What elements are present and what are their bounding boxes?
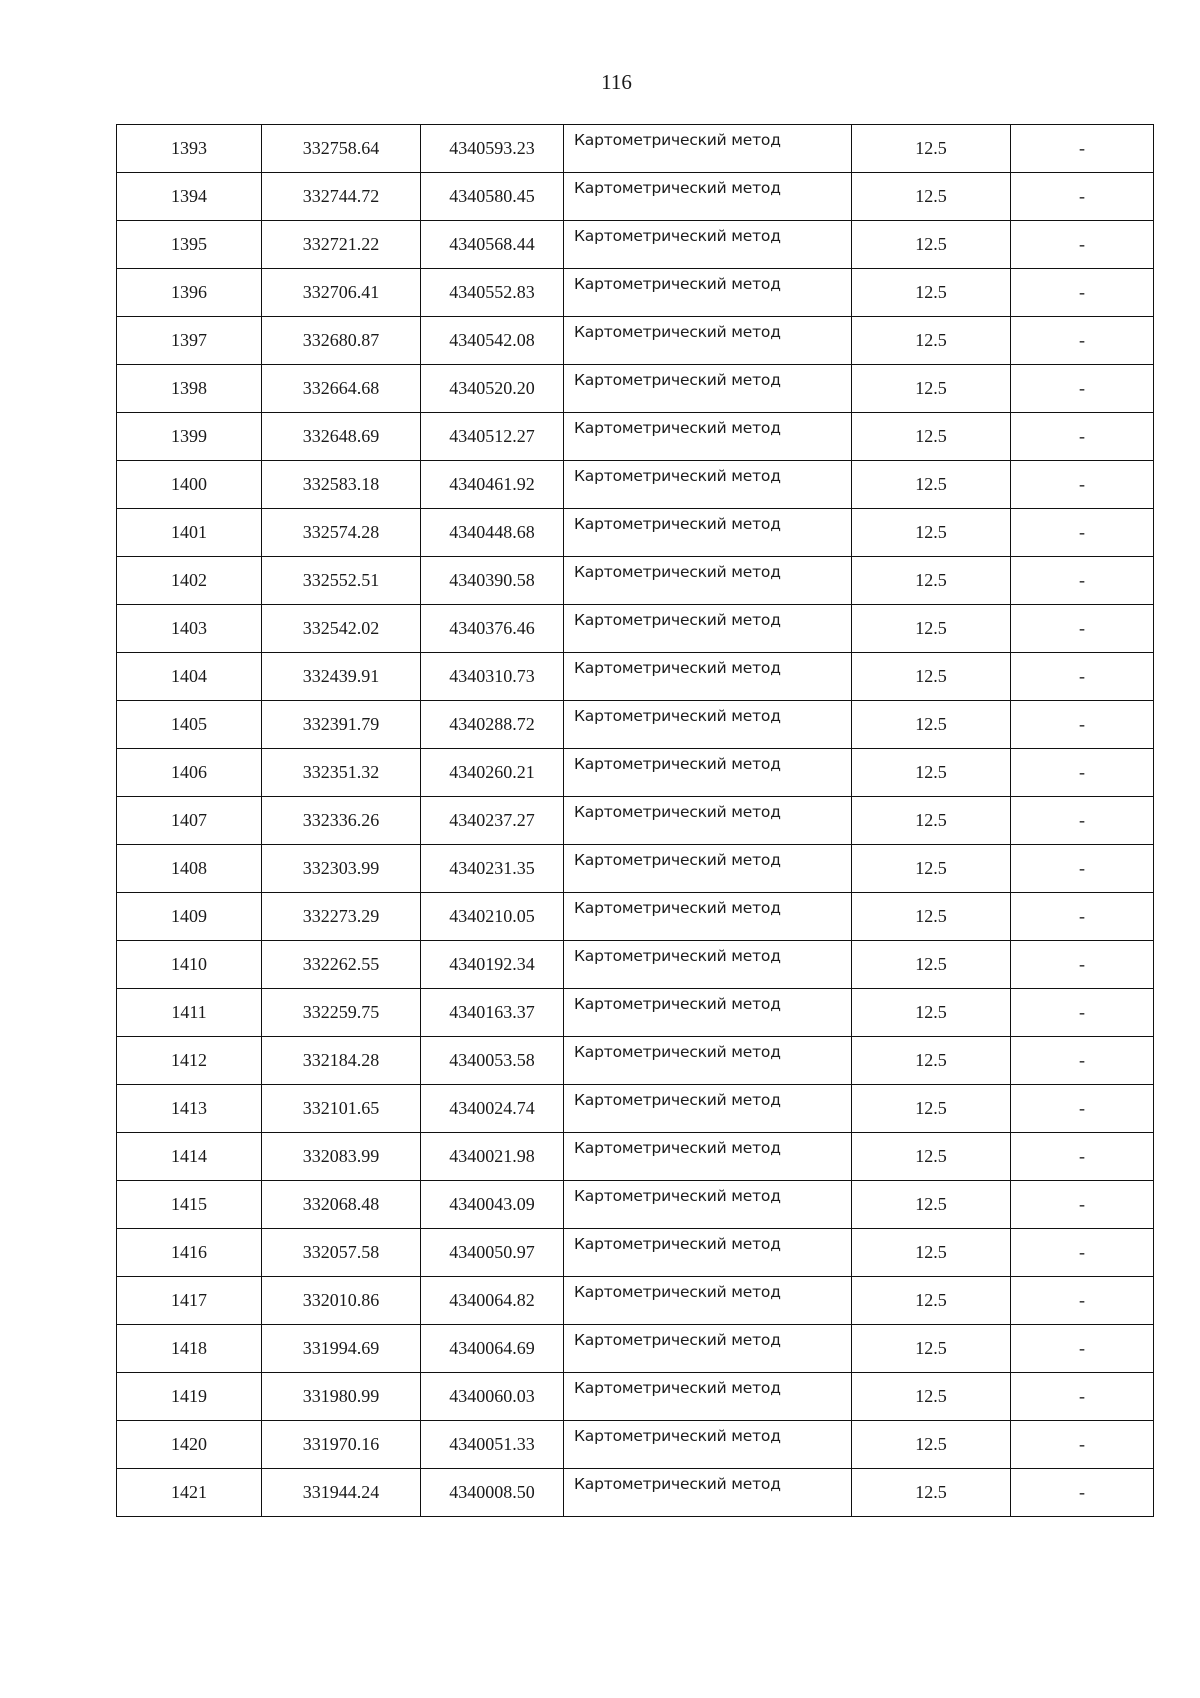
method-cell: Картометрический метод xyxy=(564,941,852,989)
accuracy-cell: 12.5 xyxy=(852,269,1011,317)
x-coordinate-cell: 332706.41 xyxy=(262,269,421,317)
accuracy-cell: 12.5 xyxy=(852,1037,1011,1085)
accuracy-cell: 12.5 xyxy=(852,509,1011,557)
accuracy-cell: 12.5 xyxy=(852,413,1011,461)
point-number-cell: 1401 xyxy=(117,509,262,557)
y-coordinate-cell: 4340542.08 xyxy=(421,317,564,365)
coordinates-table xyxy=(116,124,1154,1517)
x-coordinate-cell: 332721.22 xyxy=(262,221,421,269)
point-number-cell: 1416 xyxy=(117,1229,262,1277)
y-coordinate-cell: 4340568.44 xyxy=(421,221,564,269)
x-coordinate-cell: 332057.58 xyxy=(262,1229,421,1277)
x-coordinate-cell: 332391.79 xyxy=(262,701,421,749)
table-row xyxy=(117,1325,1154,1373)
point-number-cell: 1421 xyxy=(117,1469,262,1517)
y-coordinate-cell: 4340520.20 xyxy=(421,365,564,413)
note-cell: - xyxy=(1011,1277,1154,1325)
method-cell: Картометрический метод xyxy=(564,893,852,941)
note-cell: - xyxy=(1011,557,1154,605)
y-coordinate-cell: 4340260.21 xyxy=(421,749,564,797)
x-coordinate-cell: 331994.69 xyxy=(262,1325,421,1373)
table-row xyxy=(117,413,1154,461)
note-cell: - xyxy=(1011,749,1154,797)
y-coordinate-cell: 4340051.33 xyxy=(421,1421,564,1469)
x-coordinate-cell: 332273.29 xyxy=(262,893,421,941)
y-coordinate-cell: 4340448.68 xyxy=(421,509,564,557)
method-cell: Картометрический метод xyxy=(564,989,852,1037)
table-row xyxy=(117,653,1154,701)
table-row xyxy=(117,1181,1154,1229)
table-row xyxy=(117,1229,1154,1277)
x-coordinate-cell: 332758.64 xyxy=(262,125,421,173)
accuracy-cell: 12.5 xyxy=(852,1133,1011,1181)
accuracy-cell: 12.5 xyxy=(852,749,1011,797)
accuracy-cell: 12.5 xyxy=(852,1325,1011,1373)
x-coordinate-cell: 331944.24 xyxy=(262,1469,421,1517)
x-coordinate-cell: 332101.65 xyxy=(262,1085,421,1133)
point-number-cell: 1415 xyxy=(117,1181,262,1229)
accuracy-cell: 12.5 xyxy=(852,317,1011,365)
x-coordinate-cell: 332744.72 xyxy=(262,173,421,221)
note-cell: - xyxy=(1011,317,1154,365)
note-cell: - xyxy=(1011,845,1154,893)
table-row xyxy=(117,269,1154,317)
accuracy-cell: 12.5 xyxy=(852,653,1011,701)
table-row xyxy=(117,797,1154,845)
note-cell: - xyxy=(1011,701,1154,749)
method-cell: Картометрический метод xyxy=(564,413,852,461)
accuracy-cell: 12.5 xyxy=(852,125,1011,173)
x-coordinate-cell: 332552.51 xyxy=(262,557,421,605)
method-cell: Картометрический метод xyxy=(564,653,852,701)
x-coordinate-cell: 332184.28 xyxy=(262,1037,421,1085)
accuracy-cell: 12.5 xyxy=(852,557,1011,605)
table-row xyxy=(117,845,1154,893)
note-cell: - xyxy=(1011,365,1154,413)
method-cell: Картометрический метод xyxy=(564,845,852,893)
x-coordinate-cell: 332574.28 xyxy=(262,509,421,557)
point-number-cell: 1400 xyxy=(117,461,262,509)
note-cell: - xyxy=(1011,125,1154,173)
y-coordinate-cell: 4340192.34 xyxy=(421,941,564,989)
point-number-cell: 1418 xyxy=(117,1325,262,1373)
table-row xyxy=(117,1085,1154,1133)
table-row xyxy=(117,989,1154,1037)
accuracy-cell: 12.5 xyxy=(852,893,1011,941)
note-cell: - xyxy=(1011,1037,1154,1085)
accuracy-cell: 12.5 xyxy=(852,461,1011,509)
method-cell: Картометрический метод xyxy=(564,365,852,413)
note-cell: - xyxy=(1011,1229,1154,1277)
method-cell: Картометрический метод xyxy=(564,1085,852,1133)
x-coordinate-cell: 332680.87 xyxy=(262,317,421,365)
table-row xyxy=(117,317,1154,365)
y-coordinate-cell: 4340580.45 xyxy=(421,173,564,221)
x-coordinate-cell: 332583.18 xyxy=(262,461,421,509)
x-coordinate-cell: 332439.91 xyxy=(262,653,421,701)
point-number-cell: 1412 xyxy=(117,1037,262,1085)
note-cell: - xyxy=(1011,1085,1154,1133)
accuracy-cell: 12.5 xyxy=(852,989,1011,1037)
note-cell: - xyxy=(1011,461,1154,509)
y-coordinate-cell: 4340593.23 xyxy=(421,125,564,173)
x-coordinate-cell: 332083.99 xyxy=(262,1133,421,1181)
method-cell: Картометрический метод xyxy=(564,1277,852,1325)
accuracy-cell: 12.5 xyxy=(852,1373,1011,1421)
note-cell: - xyxy=(1011,1469,1154,1517)
accuracy-cell: 12.5 xyxy=(852,701,1011,749)
table-body xyxy=(117,125,1154,1517)
point-number-cell: 1405 xyxy=(117,701,262,749)
point-number-cell: 1397 xyxy=(117,317,262,365)
point-number-cell: 1407 xyxy=(117,797,262,845)
y-coordinate-cell: 4340552.83 xyxy=(421,269,564,317)
x-coordinate-cell: 332303.99 xyxy=(262,845,421,893)
y-coordinate-cell: 4340231.35 xyxy=(421,845,564,893)
point-number-cell: 1393 xyxy=(117,125,262,173)
table-row xyxy=(117,1421,1154,1469)
note-cell: - xyxy=(1011,1181,1154,1229)
method-cell: Картометрический метод xyxy=(564,749,852,797)
y-coordinate-cell: 4340390.58 xyxy=(421,557,564,605)
method-cell: Картометрический метод xyxy=(564,701,852,749)
point-number-cell: 1411 xyxy=(117,989,262,1037)
y-coordinate-cell: 4340064.69 xyxy=(421,1325,564,1373)
point-number-cell: 1403 xyxy=(117,605,262,653)
note-cell: - xyxy=(1011,221,1154,269)
accuracy-cell: 12.5 xyxy=(852,1469,1011,1517)
accuracy-cell: 12.5 xyxy=(852,941,1011,989)
x-coordinate-cell: 332068.48 xyxy=(262,1181,421,1229)
table-row xyxy=(117,221,1154,269)
x-coordinate-cell: 332262.55 xyxy=(262,941,421,989)
y-coordinate-cell: 4340288.72 xyxy=(421,701,564,749)
accuracy-cell: 12.5 xyxy=(852,1229,1011,1277)
note-cell: - xyxy=(1011,509,1154,557)
table-row xyxy=(117,557,1154,605)
table-row xyxy=(117,1277,1154,1325)
method-cell: Картометрический метод xyxy=(564,605,852,653)
point-number-cell: 1419 xyxy=(117,1373,262,1421)
table-row xyxy=(117,749,1154,797)
accuracy-cell: 12.5 xyxy=(852,605,1011,653)
y-coordinate-cell: 4340008.50 xyxy=(421,1469,564,1517)
y-coordinate-cell: 4340053.58 xyxy=(421,1037,564,1085)
accuracy-cell: 12.5 xyxy=(852,1085,1011,1133)
method-cell: Картометрический метод xyxy=(564,1325,852,1373)
method-cell: Картометрический метод xyxy=(564,461,852,509)
x-coordinate-cell: 332542.02 xyxy=(262,605,421,653)
accuracy-cell: 12.5 xyxy=(852,173,1011,221)
method-cell: Картометрический метод xyxy=(564,221,852,269)
accuracy-cell: 12.5 xyxy=(852,1421,1011,1469)
point-number-cell: 1395 xyxy=(117,221,262,269)
table-row xyxy=(117,461,1154,509)
y-coordinate-cell: 4340021.98 xyxy=(421,1133,564,1181)
point-number-cell: 1417 xyxy=(117,1277,262,1325)
point-number-cell: 1399 xyxy=(117,413,262,461)
table-row xyxy=(117,1037,1154,1085)
table-row xyxy=(117,893,1154,941)
x-coordinate-cell: 332336.26 xyxy=(262,797,421,845)
note-cell: - xyxy=(1011,413,1154,461)
y-coordinate-cell: 4340210.05 xyxy=(421,893,564,941)
point-number-cell: 1406 xyxy=(117,749,262,797)
note-cell: - xyxy=(1011,1373,1154,1421)
accuracy-cell: 12.5 xyxy=(852,845,1011,893)
x-coordinate-cell: 332259.75 xyxy=(262,989,421,1037)
note-cell: - xyxy=(1011,893,1154,941)
method-cell: Картометрический метод xyxy=(564,1229,852,1277)
y-coordinate-cell: 4340043.09 xyxy=(421,1181,564,1229)
method-cell: Картометрический метод xyxy=(564,509,852,557)
note-cell: - xyxy=(1011,605,1154,653)
y-coordinate-cell: 4340461.92 xyxy=(421,461,564,509)
method-cell: Картометрический метод xyxy=(564,125,852,173)
y-coordinate-cell: 4340060.03 xyxy=(421,1373,564,1421)
method-cell: Картометрический метод xyxy=(564,797,852,845)
table-row xyxy=(117,701,1154,749)
x-coordinate-cell: 331970.16 xyxy=(262,1421,421,1469)
x-coordinate-cell: 332664.68 xyxy=(262,365,421,413)
note-cell: - xyxy=(1011,653,1154,701)
method-cell: Картометрический метод xyxy=(564,557,852,605)
point-number-cell: 1394 xyxy=(117,173,262,221)
point-number-cell: 1396 xyxy=(117,269,262,317)
point-number-cell: 1409 xyxy=(117,893,262,941)
method-cell: Картометрический метод xyxy=(564,317,852,365)
note-cell: - xyxy=(1011,1421,1154,1469)
y-coordinate-cell: 4340163.37 xyxy=(421,989,564,1037)
y-coordinate-cell: 4340512.27 xyxy=(421,413,564,461)
table-row xyxy=(117,509,1154,557)
accuracy-cell: 12.5 xyxy=(852,365,1011,413)
method-cell: Картометрический метод xyxy=(564,1037,852,1085)
table-row xyxy=(117,173,1154,221)
point-number-cell: 1398 xyxy=(117,365,262,413)
table-row xyxy=(117,1469,1154,1517)
accuracy-cell: 12.5 xyxy=(852,1181,1011,1229)
note-cell: - xyxy=(1011,173,1154,221)
note-cell: - xyxy=(1011,989,1154,1037)
method-cell: Картометрический метод xyxy=(564,1133,852,1181)
y-coordinate-cell: 4340376.46 xyxy=(421,605,564,653)
y-coordinate-cell: 4340237.27 xyxy=(421,797,564,845)
y-coordinate-cell: 4340310.73 xyxy=(421,653,564,701)
point-number-cell: 1410 xyxy=(117,941,262,989)
table-row xyxy=(117,365,1154,413)
accuracy-cell: 12.5 xyxy=(852,1277,1011,1325)
x-coordinate-cell: 332648.69 xyxy=(262,413,421,461)
accuracy-cell: 12.5 xyxy=(852,221,1011,269)
y-coordinate-cell: 4340024.74 xyxy=(421,1085,564,1133)
table-row xyxy=(117,941,1154,989)
point-number-cell: 1404 xyxy=(117,653,262,701)
y-coordinate-cell: 4340050.97 xyxy=(421,1229,564,1277)
x-coordinate-cell: 332351.32 xyxy=(262,749,421,797)
point-number-cell: 1420 xyxy=(117,1421,262,1469)
y-coordinate-cell: 4340064.82 xyxy=(421,1277,564,1325)
method-cell: Картометрический метод xyxy=(564,1421,852,1469)
point-number-cell: 1414 xyxy=(117,1133,262,1181)
point-number-cell: 1413 xyxy=(117,1085,262,1133)
point-number-cell: 1408 xyxy=(117,845,262,893)
method-cell: Картометрический метод xyxy=(564,1181,852,1229)
table-row xyxy=(117,605,1154,653)
table-row xyxy=(117,125,1154,173)
page-number: 116 xyxy=(601,70,632,94)
table-row xyxy=(117,1373,1154,1421)
method-cell: Картометрический метод xyxy=(564,1373,852,1421)
point-number-cell: 1402 xyxy=(117,557,262,605)
note-cell: - xyxy=(1011,797,1154,845)
note-cell: - xyxy=(1011,1133,1154,1181)
table-row xyxy=(117,1133,1154,1181)
note-cell: - xyxy=(1011,269,1154,317)
accuracy-cell: 12.5 xyxy=(852,797,1011,845)
method-cell: Картометрический метод xyxy=(564,1469,852,1517)
x-coordinate-cell: 332010.86 xyxy=(262,1277,421,1325)
note-cell: - xyxy=(1011,1325,1154,1373)
method-cell: Картометрический метод xyxy=(564,269,852,317)
method-cell: Картометрический метод xyxy=(564,173,852,221)
x-coordinate-cell: 331980.99 xyxy=(262,1373,421,1421)
note-cell: - xyxy=(1011,941,1154,989)
